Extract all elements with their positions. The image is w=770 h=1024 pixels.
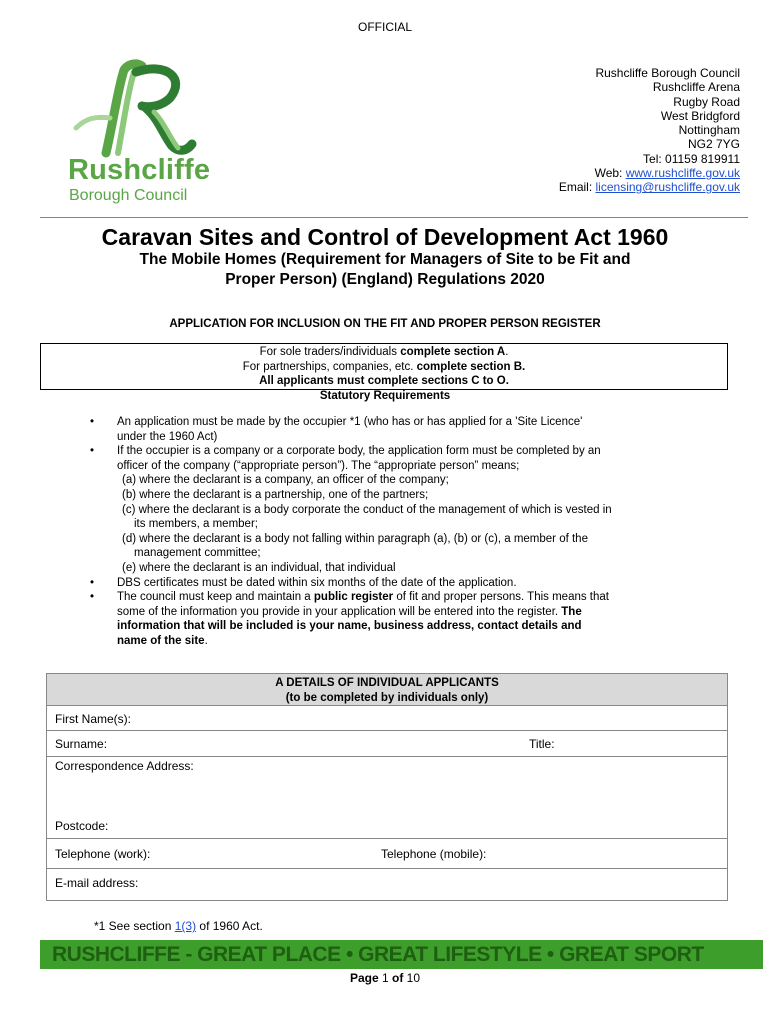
email-label: E-mail address: bbox=[55, 876, 139, 890]
telephone-work-field[interactable] bbox=[47, 839, 367, 868]
list-item: • The council must keep and maintain a public register of fit and proper persons. This means that some of the information you provide in your application will be entered into the register. The information that will be included is your name, business address, contact details and name of the site. bbox=[90, 591, 609, 647]
address-line: NG2 7YG bbox=[687, 137, 740, 152]
title-label: Title: bbox=[529, 737, 555, 751]
list-text: . bbox=[204, 634, 208, 647]
sections-instruction-box bbox=[40, 343, 728, 390]
instruction-line bbox=[41, 360, 727, 375]
list-text: DBS certificates must be dated within six months of the date of the application. bbox=[117, 576, 517, 589]
website-link[interactable]: www.rushcliffe.gov.uk bbox=[625, 166, 740, 181]
postcode-label: Postcode: bbox=[55, 819, 109, 833]
list-emphasis: The bbox=[561, 605, 582, 618]
sub-item: (e) where the declarant is an individual, that individual bbox=[122, 561, 396, 574]
list-item: • An application must be made by the occupier *1 (who has or has applied for a 'Site Licence' under the 1960 Act) bbox=[90, 416, 583, 443]
list-emphasis: name of the site bbox=[117, 634, 205, 647]
email-field[interactable] bbox=[47, 869, 727, 898]
instruction-emphasis: All applicants must complete sections C to O. bbox=[259, 375, 509, 387]
sub-item-continued: management committee; bbox=[134, 547, 261, 560]
instruction-line bbox=[41, 374, 727, 389]
section-a-subtitle: (to be completed by individuals only) bbox=[285, 692, 489, 704]
surname-row bbox=[47, 731, 727, 757]
slogan-text: RUSHCLIFFE - GREAT PLACE • GREAT LIFESTYLE • GREAT SPORT bbox=[52, 943, 704, 966]
requirements-list bbox=[90, 415, 680, 649]
list-text: officer of the company (“appropriate person”). The “appropriate person” means; bbox=[117, 459, 520, 472]
instruction-text: . bbox=[505, 346, 509, 358]
first-name-field[interactable] bbox=[47, 706, 727, 731]
page-number bbox=[0, 971, 770, 985]
telephone-line: Tel: 01159 819911 bbox=[643, 151, 740, 166]
council-address bbox=[440, 66, 740, 195]
instruction-text: For partnerships, companies, etc. bbox=[242, 360, 417, 373]
title-field[interactable] bbox=[517, 731, 727, 756]
page-of: of bbox=[388, 971, 407, 985]
address-line: Rushcliffe Borough Council bbox=[595, 66, 740, 80]
sub-item: (b) where the declarant is a partnership, one of the partners; bbox=[122, 488, 429, 501]
classification-label: OFFICIAL bbox=[357, 20, 412, 34]
sub-item: (c) where the declarant is a body corporate the conduct of the management of which is vested in bbox=[122, 503, 612, 516]
address-line: Nottingham bbox=[678, 123, 740, 138]
slogan-banner bbox=[40, 940, 763, 969]
subtitle-line: Proper Person) (England) Regulations 2020 bbox=[225, 271, 545, 288]
surname-field[interactable] bbox=[47, 731, 507, 756]
section-a-title: A DETAILS OF INDIVIDUAL APPLICANTS bbox=[275, 677, 499, 689]
section-a-header bbox=[47, 674, 727, 706]
list-text: of fit and proper persons. This means that bbox=[393, 591, 609, 604]
correspondence-address-label: Correspondence Address: bbox=[55, 759, 194, 773]
instruction-emphasis: complete section B. bbox=[416, 360, 526, 373]
instruction-text: For sole traders/individuals bbox=[259, 346, 401, 358]
telephone-mobile-label: Telephone (mobile): bbox=[381, 847, 487, 861]
header-divider bbox=[40, 217, 748, 218]
list-emphasis: information that will be included is your name, business address, contact details and bbox=[117, 620, 582, 633]
list-text: under the 1960 Act) bbox=[117, 430, 218, 443]
list-item: • If the occupier is a company or a corporate body, the application form must be completed by an officer of the company (“appropriate person”). The “appropriate person” means; bbox=[90, 445, 601, 472]
telephone-work-label: Telephone (work): bbox=[55, 847, 151, 861]
first-name-label: First Name(s): bbox=[55, 712, 131, 726]
page-current: 1 bbox=[381, 971, 389, 985]
telephone-mobile-field[interactable] bbox=[377, 839, 727, 868]
email-label: Email: bbox=[558, 180, 596, 195]
footnote-text: of 1960 Act. bbox=[196, 919, 263, 933]
application-title: APPLICATION FOR INCLUSION ON THE FIT AND PROPER PERSON REGISTER bbox=[169, 318, 601, 330]
document-subtitle bbox=[60, 250, 710, 290]
sub-item-continued: its members, a member; bbox=[134, 518, 258, 531]
list-text: The council must keep and maintain a bbox=[117, 591, 314, 604]
web-line bbox=[440, 166, 740, 180]
footnote-section-link[interactable]: 1(3) bbox=[174, 919, 197, 933]
subtitle-line: The Mobile Homes (Requirement for Managers of Site to be Fit and bbox=[139, 251, 631, 268]
email-line bbox=[440, 180, 740, 194]
email-link[interactable]: licensing@rushcliffe.gov.uk bbox=[595, 180, 740, 195]
logo-wordmark: Rushcliffe bbox=[68, 154, 211, 186]
instruction-line bbox=[41, 345, 727, 360]
list-text: If the occupier is a company or a corporate body, the application form must be completed by an bbox=[117, 445, 601, 458]
list-emphasis: public register bbox=[313, 591, 394, 604]
council-logo bbox=[66, 58, 216, 208]
logo-subline: Borough Council bbox=[69, 187, 188, 204]
address-line: West Bridgford bbox=[660, 108, 740, 123]
instruction-emphasis: complete section A bbox=[400, 346, 506, 358]
list-text: some of the information you provide in your application will be entered into the register. bbox=[117, 605, 562, 618]
page-total: 10 bbox=[406, 971, 421, 985]
telephone-row bbox=[47, 839, 727, 869]
document-title: Caravan Sites and Control of Development Act 1960 bbox=[101, 224, 669, 250]
surname-label: Surname: bbox=[55, 737, 108, 751]
footnote-text: *1 See section bbox=[94, 919, 175, 933]
correspondence-address-field[interactable] bbox=[47, 757, 727, 839]
web-label: Web: bbox=[594, 166, 626, 181]
page-label: Page bbox=[349, 971, 382, 985]
address-line: Rugby Road bbox=[673, 94, 740, 109]
sub-item: (d) where the declarant is a body not falling within paragraph (a), (b) or (c), a member of the bbox=[122, 532, 588, 545]
list-text: An application must be made by the occupier *1 (who has or has applied for a 'Site Licence' bbox=[117, 416, 583, 428]
sub-item: (a) where the declarant is a company, an officer of the company; bbox=[122, 474, 449, 487]
address-line: Rushcliffe Arena bbox=[652, 80, 740, 95]
footnote bbox=[94, 919, 263, 933]
section-a-form bbox=[46, 673, 728, 901]
r-monogram-icon bbox=[66, 58, 216, 158]
statutory-heading: Statutory Requirements bbox=[319, 390, 451, 402]
list-item: • DBS certificates must be dated within six months of the date of the application. bbox=[90, 576, 517, 589]
